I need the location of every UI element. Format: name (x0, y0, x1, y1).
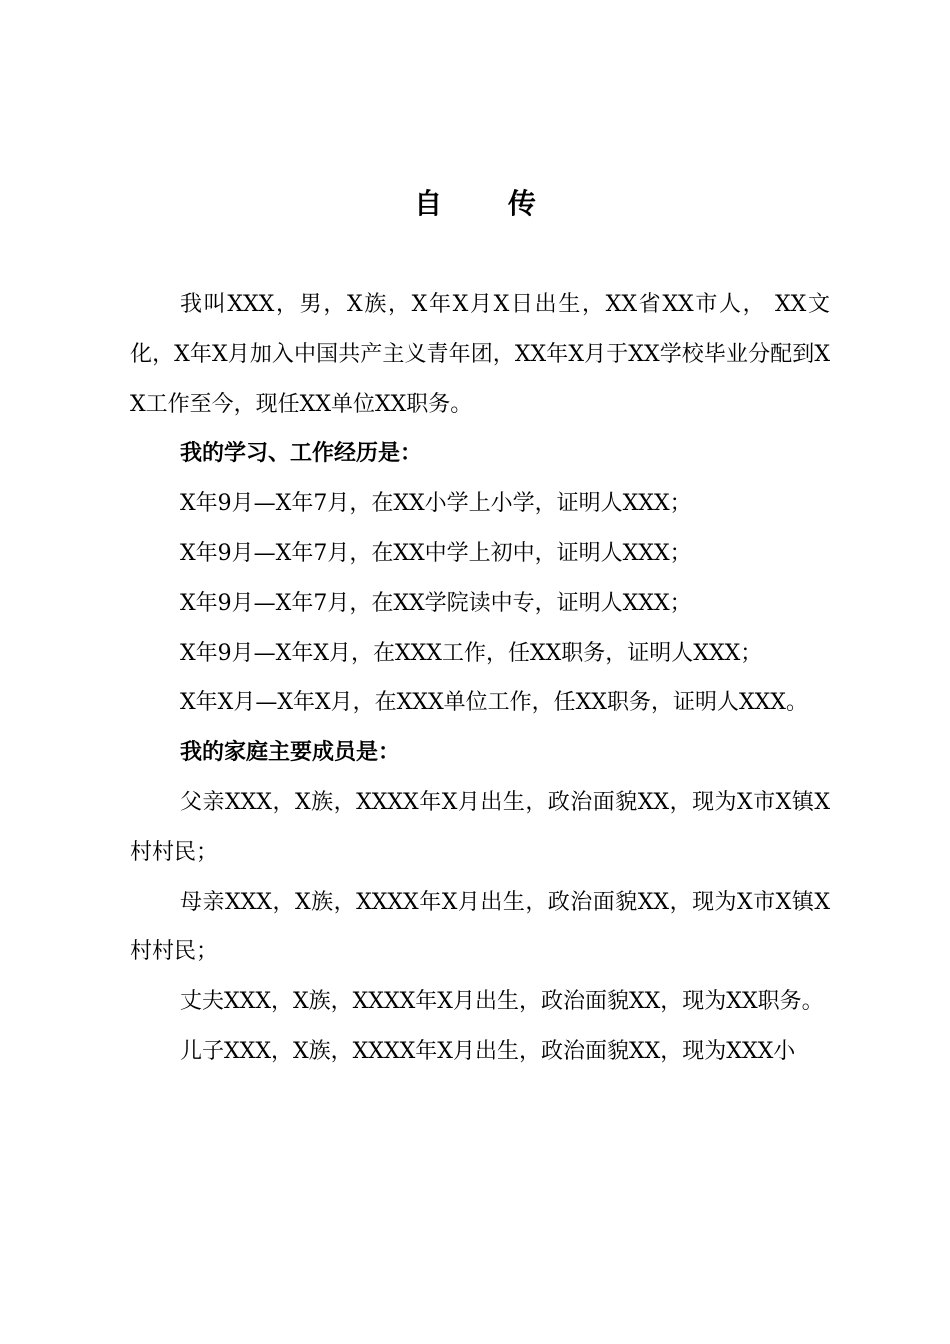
document-title: 自 传 (414, 187, 564, 220)
heading-family-members: 我的家庭主要成员是： (180, 739, 401, 766)
history-item-middle-school: X年9月—X年7月，在XX中学上初中，证明人XXX； (180, 540, 692, 566)
family-member-father: 父亲XXX，X族，XXXX年X月出生，政治面貌XX，现为X市X镇X村村民； (130, 789, 830, 865)
history-item-primary-school: X年9月—X年7月，在XX小学上小学，证明人XXX； (180, 491, 692, 517)
history-item-job-1: X年9月—X年X月，在XXX工作，任XX职务，证明人XXX； (180, 640, 763, 666)
paragraph-intro: 我叫XXX，男，X族，X年X月X日出生，XX省XX市人， XX文化，X年X月加入中国共产主义青年团，XX年X月于XX学校毕业分配到XX工作至今，现任XX单位XX职务。 (130, 292, 830, 417)
family-member-husband: 丈夫XXX，X族，XXXX年X月出生，政治面貌XX，现为XX职务。 (180, 989, 824, 1015)
family-member-son: 儿子XXX，X族，XXXX年X月出生，政治面貌XX，现为XXX小 (180, 1038, 796, 1064)
history-item-job-2: X年X月—X年X月，在XXX单位工作，任XX职务，证明人XXX。 (180, 690, 808, 716)
family-member-mother: 母亲XXX，X族，XXXX年X月出生，政治面貌XX，现为X市X镇X村村民； (130, 889, 830, 965)
history-item-college: X年9月—X年7月，在XX学院读中专，证明人XXX； (180, 590, 692, 616)
document-body (130, 280, 830, 1077)
heading-study-work-history: 我的学习、工作经历是： (180, 440, 423, 467)
